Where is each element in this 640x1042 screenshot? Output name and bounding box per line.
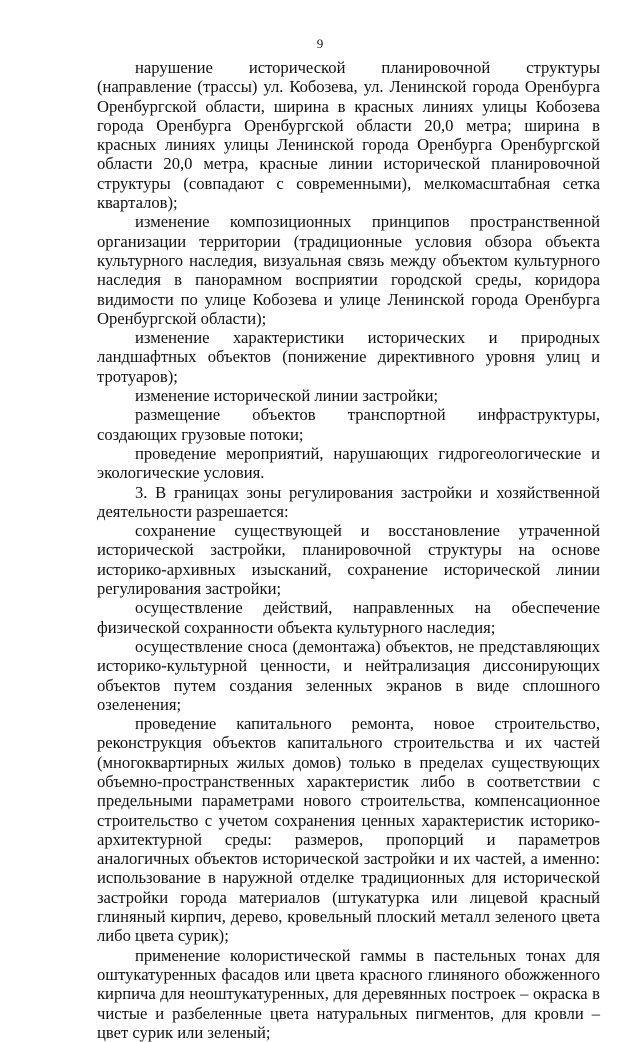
paragraph-building-line-change: изменение исторической линии застройки; [135, 386, 439, 406]
paragraph-hydrogeological-conditions: проведение мероприятий, нарушающих гидрогеологические и экологические условия. [97, 443, 600, 483]
paragraph-landscape-change: изменение характеристики исторических и природных ландшафтных объектов (понижение директивного уровня улиц и тротуаров); [97, 328, 600, 386]
page-number: 9 [316, 36, 324, 51]
paragraph-capital-repair-construction: проведение капитального ремонта, новое строительство, реконструкция объектов капитального строительства и их частей (многоквартирных жилых домов) только в пределах существующих объемно-пространственных характеристик либо в соответствии с предельными параметрами нового строительства, компенсационное строительство с учетом сохранения ценных характеристик историко-архитектурной среды: размеров, пропорций и параметров аналогичных объектов исторической застройки и их частей, а именно: использование в наружной отделке традиционных для исторической застройки города материалов (штукатурка или лицевой красный глиняный кирпич, дерево, кровельный плоский металл зеленого цвета либо цвета сурик); [97, 714, 600, 946]
paragraph-demolition-green-screens: осуществление сноса (демонтажа) объектов, не представляющих историко-культурной ценности, и нейтрализация диссонирующих объектов путем создания зеленных экранов в виде сплошного озеленения; [97, 636, 600, 714]
paragraph-color-scheme: применение колористической гаммы в пастельных тонах для оштукатуренных фасадов или цвета красного глиняного обожженного кирпича для неоштукатуренных, для деревянных построек – окраска в чистые и разбеленные цвета натуральных пигментов, для кровли – цвет сурик или зеленый; [97, 945, 600, 1042]
paragraph-preservation-restoration: сохранение существующей и восстановление утраченной исторической застройки, планировочной структуры на основе историко-архивных изысканий, сохранение исторической линии регулирования застройки; [97, 521, 600, 599]
document-body [97, 58, 600, 1042]
paragraph-section-3-heading: 3. В границах зоны регулирования застройки и хозяйственной деятельности разрешается: [97, 482, 600, 521]
paragraph-physical-safety: осуществление действий, направленных на обеспечение физической сохранности объекта культурного наследия; [97, 598, 600, 637]
paragraph-composition-change: изменение композиционных принципов пространственной организации территории (традиционные условия обзора объекта культурного наследия, визуальная связь между объектом культурного наследия в панорамном восприятии городской среды, коридора видимости по улице Кобозева и улице Ленинской города Оренбурга Оренбургской области); [97, 212, 600, 328]
paragraph-violation-planning-structure: нарушение исторической планировочной структуры (направление (трассы) ул. Кобозева, ул. Ленинской города Оренбурга Оренбургской области, ширина в красных линиях улицы Кобозева города Оренбурга Оренбургской области 20,0 метра; ширина в красных линиях улицы Ленинской города Оренбурга Оренбургской области 20,0 метра, красные линии исторической планировочной структуры (совпадают с современными), мелкомасштабная сетка кварталов); [97, 58, 600, 213]
paragraph-transport-infrastructure: размещение объектов транспортной инфраструктуры, создающих грузовые потоки; [97, 405, 600, 444]
